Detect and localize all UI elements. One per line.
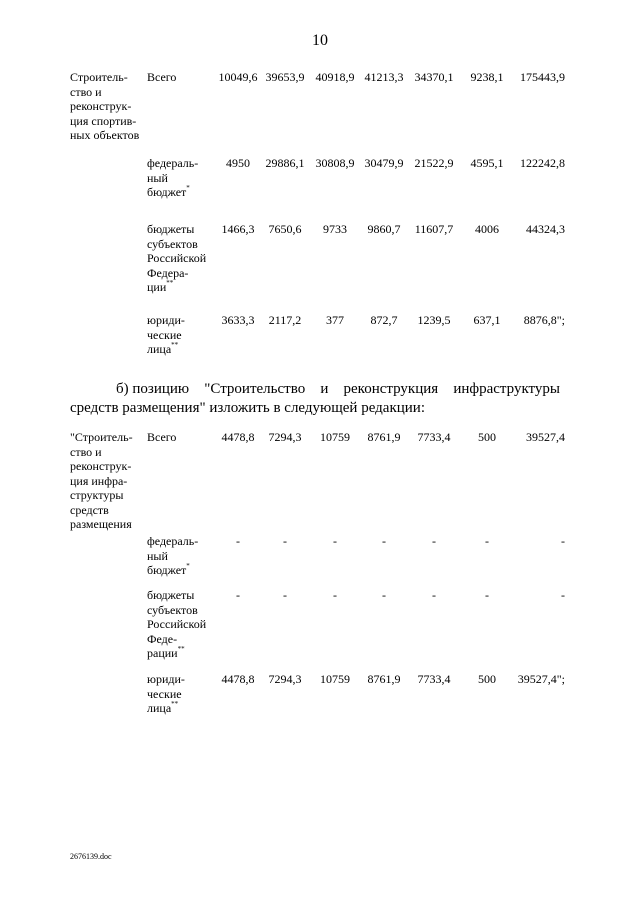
object-label: "Строитель- ство и реконструк- ция инфра- структуры средств размещения [70, 430, 133, 531]
value-cell: - [432, 534, 436, 548]
value-cell: 4478,8 [221, 430, 255, 444]
funding-source-label [147, 534, 219, 578]
value-cell: 637,1 [473, 313, 501, 327]
value-cell: 10759 [320, 672, 350, 686]
funding-source-label [147, 70, 219, 85]
value-cell: 7733,4 [417, 672, 451, 686]
value-cell: 10049,6 [218, 70, 258, 84]
value-cell: 7294,3 [268, 430, 302, 444]
value-cell: 40918,9 [315, 70, 355, 84]
value-cell: 30808,9 [315, 156, 355, 170]
value-cell: - [561, 534, 565, 548]
value-cell: 3633,3 [221, 313, 255, 327]
value-cell: 122242,8 [520, 156, 565, 170]
value-cell: 9238,1 [470, 70, 504, 84]
value-cell: 4950 [226, 156, 250, 170]
footnote-marker: ** [171, 341, 179, 349]
funding-source-text: юриди- ческие лица [147, 313, 185, 356]
value-cell: 11607,7 [414, 222, 454, 236]
paragraph-word: инфраструктуры [453, 381, 560, 397]
value-cell: 4595,1 [470, 156, 504, 170]
value-cell: - [382, 588, 386, 602]
value-cell: 7294,3 [268, 672, 302, 686]
value-cell: 39527,4 [526, 430, 565, 444]
funding-source-label [147, 156, 219, 200]
value-cell: - [333, 588, 337, 602]
value-cell: 8761,9 [367, 430, 401, 444]
value-cell: 39527,4"; [517, 672, 565, 686]
funding-source-label [147, 313, 219, 357]
paragraph-word: реконструкция [343, 381, 439, 397]
value-cell: 8761,9 [367, 672, 401, 686]
value-cell: 34370,1 [414, 70, 454, 84]
value-cell: 4006 [475, 222, 499, 236]
paragraph-word: б) позицию [116, 381, 190, 397]
funding-source-label [147, 588, 219, 661]
value-cell: 44324,3 [526, 222, 565, 236]
paragraph-line-2: средств размещения" изложить в следующей редакции: [70, 400, 425, 416]
paragraph-word: "Строительство [204, 381, 306, 397]
value-cell: 500 [478, 672, 496, 686]
value-cell: 4478,8 [221, 672, 255, 686]
value-cell: 7733,4 [417, 430, 451, 444]
footnote-marker: ** [171, 700, 179, 708]
paragraph-word: и [320, 381, 329, 397]
value-cell: 1466,3 [221, 222, 255, 236]
value-cell: - [283, 588, 287, 602]
value-cell: - [236, 588, 240, 602]
value-cell: 872,7 [370, 313, 398, 327]
value-cell: 41213,3 [364, 70, 404, 84]
footnote-marker: ** [177, 645, 185, 653]
funding-source-text: юриди- ческие лица [147, 672, 185, 715]
value-cell: 1239,5 [417, 313, 451, 327]
value-cell: - [236, 534, 240, 548]
document-filename: 2676139.doc [70, 852, 112, 861]
value-cell: - [382, 534, 386, 548]
value-cell: - [283, 534, 287, 548]
value-cell: - [432, 588, 436, 602]
value-cell: 9860,7 [367, 222, 401, 236]
footnote-marker: * [186, 184, 190, 192]
funding-source-label [147, 672, 219, 716]
value-cell: 10759 [320, 430, 350, 444]
funding-source-label [147, 430, 219, 445]
value-cell: 30479,9 [364, 156, 404, 170]
paragraph-line-1 [70, 380, 560, 399]
funding-source-label [147, 222, 219, 295]
value-cell: - [561, 588, 565, 602]
funding-source-text: Всего [147, 430, 177, 444]
object-label: Строитель- ство и реконструк- ция спортив- ных объектов [70, 70, 140, 142]
value-cell: - [333, 534, 337, 548]
value-cell: - [485, 588, 489, 602]
value-cell: 500 [478, 430, 496, 444]
value-cell: 2117,2 [268, 313, 302, 327]
funding-source-text: Всего [147, 70, 177, 84]
footnote-marker: * [186, 562, 190, 570]
value-cell: 8876,8"; [523, 313, 565, 327]
value-cell: 377 [326, 313, 344, 327]
footnote-marker: ** [166, 279, 174, 287]
value-cell: 175443,9 [520, 70, 565, 84]
value-cell: 21522,9 [414, 156, 454, 170]
page-number: 10 [312, 32, 328, 49]
value-cell: - [485, 534, 489, 548]
value-cell: 9733 [323, 222, 347, 236]
amendment-paragraph [70, 380, 560, 418]
value-cell: 39653,9 [265, 70, 305, 84]
funding-source-text: бюджеты субъектов Российской Федера- ции [147, 222, 207, 294]
funding-source-text: федераль- ный бюджет [147, 534, 199, 577]
value-cell: 29886,1 [265, 156, 305, 170]
funding-source-text: федераль- ный бюджет [147, 156, 199, 199]
value-cell: 7650,6 [268, 222, 302, 236]
funding-source-text: бюджеты субъектов Российской Феде- рации [147, 588, 207, 660]
